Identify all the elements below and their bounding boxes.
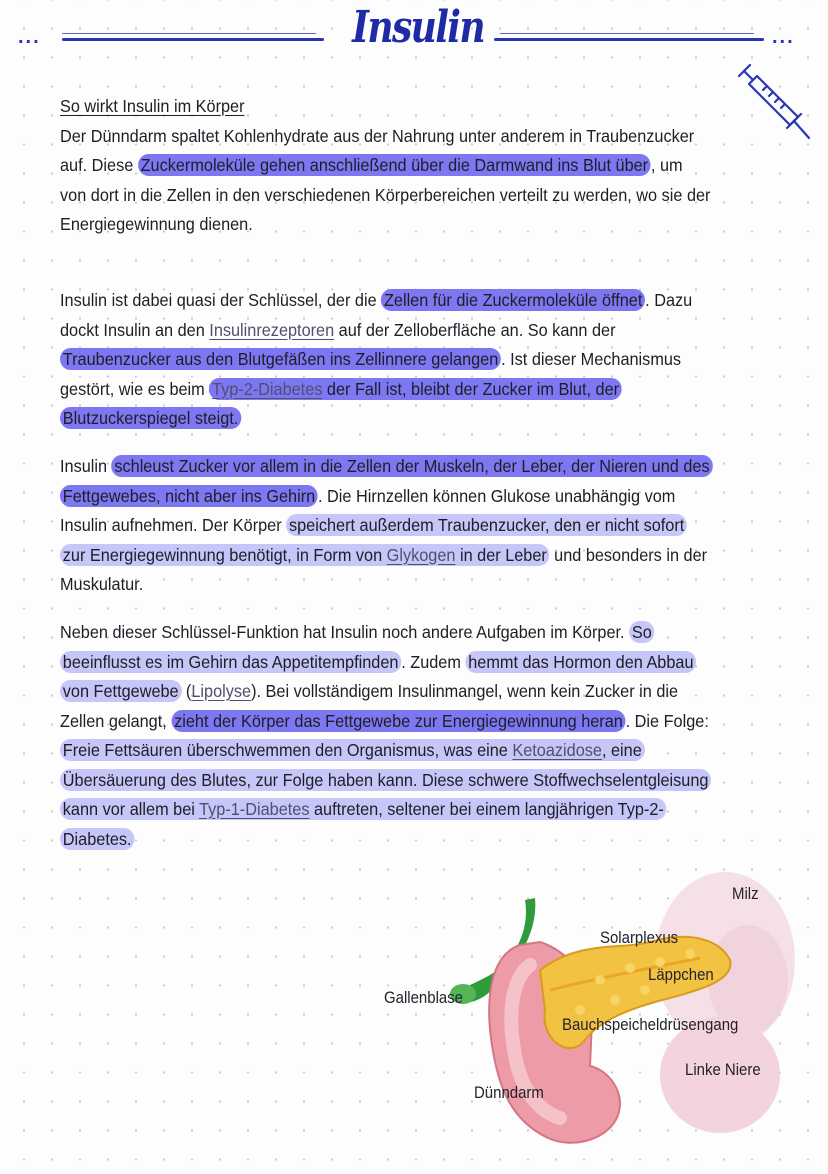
pancreas-diagram: [380, 870, 820, 1160]
header-dots-left: ...: [18, 26, 41, 48]
label-linke-niere: Linke Niere: [685, 1060, 761, 1079]
s3-highlight-1: schleust Zucker vor allem in die Zellen der Muskeln, der Leber, der Nieren und des Fettgewebes, nicht aber ins Gehirn: [60, 455, 712, 507]
paragraph-1: [60, 122, 711, 240]
s4-highlight-4-c: auftreten, seltener bei einem langjährigen Typ-2-Diabetes.: [62, 799, 664, 849]
p1-text-b: , um von dort in die Zellen in den verschiedenen Körperbereichen verteilt zu werden, wo sie der Energiegewinnung dienen.: [60, 155, 711, 234]
term-typ2-diabetes: Typ-2-Diabetes: [212, 378, 323, 399]
p1-highlight: Zuckermoleküle gehen anschließend über die Darmwand ins Blut über: [138, 154, 651, 176]
header-rule-left-thin: [62, 33, 316, 34]
section-2: [60, 286, 711, 434]
s4-text-e: . Die Folge:: [625, 710, 709, 731]
term-typ1-diabetes: Typ-1-Diabetes: [199, 799, 310, 819]
subtitle: So wirkt Insulin im Körper: [60, 96, 245, 116]
s4-highlight-4: [60, 739, 711, 850]
lobule: [610, 995, 620, 1005]
s4-text-b: . Zudem: [401, 651, 466, 672]
s2-text-a: Insulin ist dabei quasi der Schlüssel, der die: [60, 290, 382, 310]
s2-text-d: . Ist dieser Mechanismus gestört, wie es beim: [60, 349, 682, 399]
section-1: [60, 92, 711, 240]
s4-highlight-4-b: , eine Übersäuerung des Blutes, zur Folge haben kann. Diese schwere Stoffwechselentgleisung kann vor allem bei: [62, 740, 709, 819]
lobule: [685, 949, 695, 959]
lobule: [625, 963, 635, 973]
s2-highlight-1: Zellen für die Zuckermoleküle öffnet: [381, 289, 645, 311]
page-title: Insulin: [352, 2, 484, 53]
section-3: [60, 452, 711, 600]
header-rule-right-thin: [500, 33, 754, 34]
p1-text-a: Der Dünndarm spaltet Kohlenhydrate aus der Nahrung unter anderem in Traubenzucker auf. Diese: [60, 125, 695, 175]
s3-highlight-2-text: speichert außerdem Traubenzucker, den er nicht sofort zur Energiegewinnung benötigt, in Form von: [62, 515, 685, 565]
s2-text-c: auf der Zelloberfläche an. So kann der: [334, 319, 616, 340]
term-insulinrezeptoren: Insulinrezeptoren: [209, 319, 335, 340]
s4-text-c: (: [181, 681, 192, 701]
s3-text-a: Insulin: [60, 456, 112, 476]
section-4: [60, 618, 711, 854]
s4-text-d: ). Bei vollständigem Insulinmangel, wenn kein Zucker in die Zellen gelangt,: [60, 681, 679, 731]
label-bauchspeicheldruesengang: Bauchspeicheldrüsengang: [562, 1015, 739, 1034]
label-gallenblase: Gallenblase: [384, 988, 464, 1007]
s3-text-c: und besonders in der Muskulatur.: [60, 544, 708, 594]
label-laeppchen: Läppchen: [648, 965, 714, 984]
s2-highlight-3-rest: der Fall ist, bleibt der Zucker im Blut, der Blutzuckerspiegel steigt.: [62, 378, 620, 428]
s4-highlight-1: So beeinflusst es im Gehirn das Appetitempfinden: [60, 621, 655, 673]
term-ketoazidose: Ketoazidose: [512, 740, 602, 760]
header-dots-right: ...: [772, 26, 795, 48]
lobule: [640, 985, 650, 995]
label-solarplexus: Solarplexus: [600, 928, 679, 947]
header-rule-right: [494, 38, 764, 41]
lobule: [595, 975, 605, 985]
page-header: [0, 0, 828, 70]
s2-highlight-2: Traubenzucker aus den Blutgefäßen ins Zellinnere gelangen: [60, 348, 501, 370]
s4-highlight-3: zieht der Körper das Fettgewebe zur Energiegewinnung heran: [171, 710, 625, 732]
syringe-icon: [736, 64, 812, 142]
s3-text-b: . Die Hirnzellen können Glukose unabhängig vom Insulin aufnehmen. Der Körper: [60, 485, 676, 535]
s4-text-a: Neben dieser Schlüssel-Funktion hat Insulin noch andere Aufgaben im Körper.: [60, 622, 630, 642]
s4-highlight-2: hemmt das Hormon den Abbau von Fettgewebe: [60, 651, 696, 703]
lobule: [575, 1005, 585, 1015]
term-glykogen: Glykogen: [386, 544, 456, 565]
header-rule-left: [62, 38, 324, 41]
term-lipolyse: Lipolyse: [191, 681, 252, 701]
s3-highlight-2-end: in der Leber: [455, 544, 547, 565]
s2-text-b: . Dazu dockt Insulin an den: [60, 290, 693, 340]
label-duenndarm: Dünndarm: [474, 1083, 544, 1102]
label-milz: Milz: [732, 884, 759, 903]
s4-highlight-4-a: Freie Fettsäuren überschwemmen den Organismus, was eine: [62, 740, 513, 760]
